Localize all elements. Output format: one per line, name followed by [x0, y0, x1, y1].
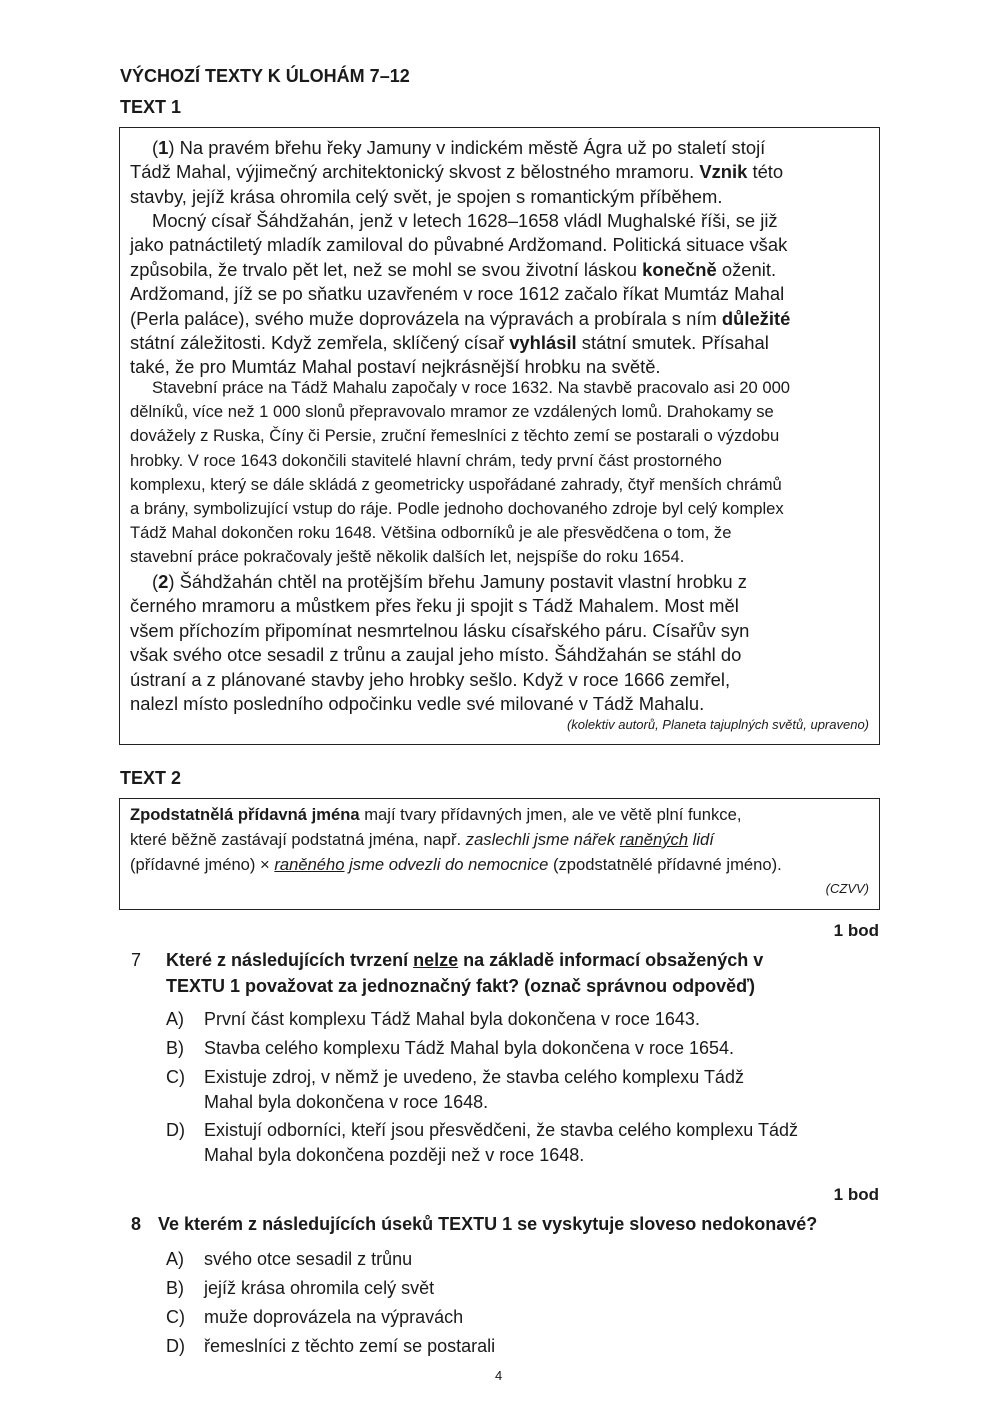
- text1-line: jako patnáctiletý mladík zamiloval do půvabné Ardžomand. Politická situace však: [130, 234, 788, 256]
- text1-line: černého mramoru a můstkem přes řeku ji spojit s Tádž Mahalem. Most měl: [130, 595, 739, 617]
- text1-line: (Perla paláce), svého muže doprovázela na výpravách a probírala s ním důležité: [130, 307, 791, 329]
- text1-source: (kolektiv autorů, Planeta tajuplných světů, upraveno): [566, 717, 869, 732]
- q8-number: 8: [131, 1214, 142, 1234]
- text2-source: (CZVV): [825, 881, 869, 896]
- section-title: VÝCHOZÍ TEXTY K ÚLOHÁM 7–12: [120, 66, 410, 86]
- text1-line: (1) Na pravém břehu řeky Jamuny v indickém městě Ágra už po staletí stojí: [152, 137, 766, 158]
- q7-option-b[interactable]: B) Stavba celého komplexu Tádž Mahal byla dokončena v roce 1654.: [166, 1038, 734, 1058]
- text1-line: však svého otce sesadil z trůnu a zaujal jeho místo. Šáhdžahán se stáhl do: [130, 644, 742, 666]
- text1-line: také, že pro Mumtáz Mahal postaví nejkrásnější hrobku na světě.: [130, 356, 661, 378]
- text1-label: TEXT 1: [120, 97, 182, 117]
- text1-line: Stavební práce na Tádž Mahalu započaly v roce 1632. Na stavbě pracovalo asi 20 000: [152, 378, 791, 397]
- text1-paragraph-3: [130, 376, 873, 570]
- text2-line: které běžně zastávají podstatná jména, např. zaslechli jsme nářek raněných lidí: [130, 830, 714, 849]
- text1-paragraph-1: [130, 136, 873, 209]
- q8-option-c[interactable]: C) muže doprovázela na výpravách: [166, 1307, 464, 1327]
- text1-line: Tádž Mahal, výjimečný architektonický skvost z bělostného mramoru. Vznik této: [130, 161, 784, 183]
- text1-line: a brány, symbolizující vstup do ráje. Podle jednoho dochovaného zdroje byl celý komplex: [130, 499, 784, 519]
- text1-line: dělníků, více než 1 000 slonů přepravovalo mramor ze vzdálených lomů. Drahokamy se: [130, 402, 774, 422]
- q8-points: 1 bod: [833, 1185, 879, 1204]
- text1-line: stavby, jejíž krása ohromila celý svět, je spojen s romantickým příběhem.: [130, 185, 723, 207]
- page-number: 4: [495, 1368, 503, 1383]
- q7-option-d[interactable]: D) Existují odborníci, kteří jsou přesvědčeni, že stavba celého komplexu Tádž Mahal byla dokončena později než v roce 1648.: [166, 1120, 798, 1165]
- text2-line: (přídavné jméno) × raněného jsme odvezli do nemocnice (zpodstatnělé přídavné jméno).: [130, 855, 782, 874]
- text1-paragraph-4: [130, 570, 873, 716]
- text1-line: všem příchozím připomínat nesmrtelnou lásku císařského páru. Císařův syn: [130, 619, 750, 641]
- text1-line: ústraní a z plánované stavby jeho hrobky sešlo. Když v roce 1666 zemřel,: [130, 668, 731, 690]
- text1-line: státní záležitosti. Když zemřela, sklíčený císař vyhlásil státní smutek. Přísahal: [130, 332, 769, 354]
- text1-line: stavební práce pokračovaly ještě několik dalších let, nejspíše do roku 1654.: [130, 547, 685, 567]
- text2-label: TEXT 2: [120, 768, 182, 788]
- text1-line: způsobila, že trvalo pět let, než se mohl se svou životní láskou konečně oženit.: [130, 258, 777, 280]
- q8-option-b[interactable]: B) jejíž krása ohromila celý svět: [166, 1278, 435, 1298]
- text1-paragraph-2: [130, 209, 873, 380]
- q7-points: 1 bod: [833, 921, 879, 940]
- text1-line: Mocný císař Šáhdžahán, jenž v letech 1628–1658 vládl Mughalské říši, se již: [152, 210, 778, 231]
- text1-line: komplexu, který se dále skládá z geometricky uspořádané zahrady, čtyř menších chrámů: [130, 474, 782, 494]
- q8-option-d[interactable]: D) řemeslníci z těchto zemí se postarali: [166, 1336, 496, 1356]
- text2-box: [119, 798, 880, 910]
- text1-line: Tádž Mahal dokončen roku 1648. Většina odborníků je ale přesvědčena o tom, že: [130, 523, 732, 543]
- q8-option-a[interactable]: A) svého otce sesadil z trůnu: [166, 1249, 413, 1269]
- q7-number: 7: [131, 950, 142, 970]
- q7-option-c[interactable]: C) Existuje zdroj, v němž je uvedeno, že stavba celého komplexu Tádž Mahal byla dokončena v roce 1648.: [166, 1067, 744, 1112]
- text1-box: [119, 127, 880, 745]
- q7-question: Které z následujících tvrzení nelze na základě informací obsažených v TEXTU 1 považovat za jednoznačný fakt? (označ správnou odpověď): [166, 950, 764, 996]
- text2-line: Zpodstatnělá přídavná jména mají tvary přídavných jmen, ale ve větě plní funkce,: [130, 805, 742, 824]
- text1-line: nalezl místo posledního odpočinku vedle své milované v Tádž Mahalu.: [130, 693, 705, 715]
- q8-question: Ve kterém z následujících úseků TEXTU 1 se vyskytuje sloveso nedokonavé?: [158, 1214, 818, 1234]
- text1-line: Ardžomand, jíž se po sňatku uzavřeném v roce 1612 začalo říkat Mumtáz Mahal: [130, 283, 785, 305]
- q7-option-a[interactable]: A) První část komplexu Tádž Mahal byla dokončena v roce 1643.: [166, 1009, 700, 1029]
- text1-line: (2) Šáhdžahán chtěl na protějším břehu Jamuny postavit vlastní hrobku z: [152, 571, 747, 592]
- text1-line: hrobky. V roce 1643 dokončili stavitelé hlavní chrám, tedy první část prostorného: [130, 450, 722, 470]
- text1-line: dovážely z Ruska, Číny či Persie, zruční řemeslníci z těchto zemí se postarali o výzdobu: [130, 426, 780, 446]
